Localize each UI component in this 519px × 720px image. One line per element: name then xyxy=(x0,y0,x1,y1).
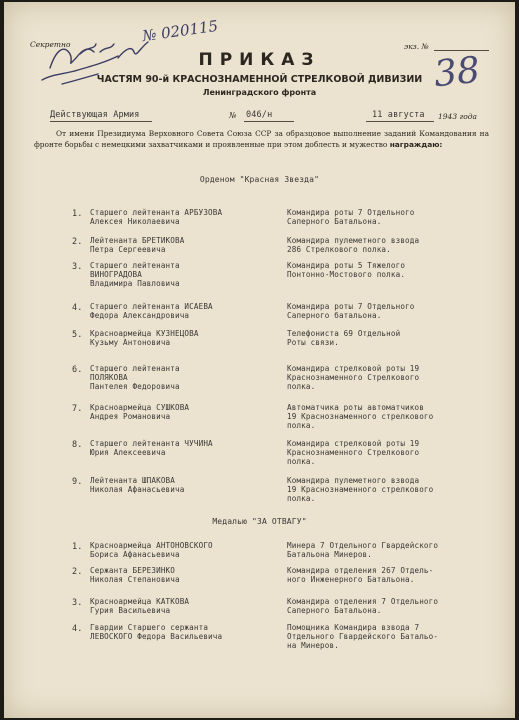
recipient-role: Командира стрелковой роты 19 Краснознаменного Стрелкового полка. xyxy=(287,364,420,391)
recipient-name: Лейтенанта БРЕТИКОВА Петра Сергеевича xyxy=(90,236,185,254)
order-date: 11 августа xyxy=(372,110,425,120)
recipient-name: Гвардии Старшего сержанта ЛЕВОСКОГО Федора Васильевича xyxy=(90,623,223,641)
recipient-role: Минера 7 Отдельного Гвардейского Батальона Минеров. xyxy=(287,541,439,559)
entry-number: 8. xyxy=(72,440,83,450)
recipient-role: Командира роты 7 Отдельного Саперного батальона. xyxy=(287,302,415,320)
recipient-name: Лейтенанта ШПАКОВА Николая Афанасьевича xyxy=(90,476,185,494)
entry-number: 6. xyxy=(72,365,83,375)
order-number-label: № xyxy=(229,111,237,120)
margin-number: 38 xyxy=(431,49,482,96)
section-heading: Медалью "ЗА ОТВАГУ" xyxy=(212,517,307,526)
entry-number: 3. xyxy=(72,262,83,272)
recipient-name: Красноармейца СУШКОВА Андрея Романовича xyxy=(90,403,190,421)
recipient-name: Красноармейца КУЗНЕЦОВА Кузьму Антоновича xyxy=(90,329,199,347)
date-underline xyxy=(366,121,434,122)
entry-number: 1. xyxy=(72,542,83,552)
document-subtitle: ЧАСТЯМ 90-й КРАСНОЗНАМЕННОЙ СТРЕЛКОВОЙ ДИВИЗИИ xyxy=(96,74,423,85)
order-underline xyxy=(244,121,294,122)
copy-number-label: экз. № xyxy=(404,42,429,51)
order-year: 1943 года xyxy=(438,112,478,121)
recipient-name: Старшего лейтенанта ВИНОГРАДОВА Владимира Павловича xyxy=(90,261,180,288)
recipient-role: Командира стрелковой роты 19 Краснознаменного Стрелкового полка. xyxy=(287,439,420,466)
preamble-emphasis: награждаю: xyxy=(389,139,443,149)
secret-label: Секретно xyxy=(30,40,71,49)
document-page xyxy=(4,2,515,718)
front-name: Ленинградского фронта xyxy=(202,88,317,97)
recipient-name: Красноармейца АНТОНОВСКОГО Бориса Афанасьевича xyxy=(90,541,213,559)
entry-number: 9. xyxy=(72,477,83,487)
recipient-role: Командира роты 7 Отдельного Саперного Батальона. xyxy=(287,208,415,226)
entry-number: 4. xyxy=(72,624,83,634)
army-underline xyxy=(50,121,152,122)
section-heading: Орденом "Красная Звезда" xyxy=(199,175,320,184)
entry-number: 7. xyxy=(72,404,83,414)
recipient-role: Командира пулеметного взвода 19 Краснознаменного стрелкового полка. xyxy=(287,476,434,503)
recipient-role: Командира отделения 7 Отдельного Саперного Батальона. xyxy=(287,597,439,615)
entry-number: 5. xyxy=(72,330,83,340)
recipient-role: Командира роты 5 Тяжелого Понтонно-Мостового полка. xyxy=(287,261,406,279)
preamble xyxy=(34,129,489,150)
recipient-name: Красноармейца КАТКОВА Гурия Васильевича xyxy=(90,597,190,615)
recipient-role: Помощника Командира взвода 7 Отдельного Гвардейского Батальо- на Минеров. xyxy=(287,623,439,650)
entry-number: 2. xyxy=(72,237,83,247)
entry-number: 3. xyxy=(72,598,83,608)
recipient-role: Телефониста 69 Отдельной Роты связи. xyxy=(287,329,401,347)
recipient-name: Старшего лейтенанта ПОЛЯКОВА Пантелея Федоровича xyxy=(90,364,180,391)
recipient-name: Старшего лейтенанта ИСАЕВА Федора Александровича xyxy=(90,302,213,320)
preamble-text: От имени Президиума Верховного Совета Союза ССР за образцовое выполнение заданий Командования на фронте борьбы с немецкими захватчиками и проявленные при этом доблесть и мужество xyxy=(34,129,489,149)
recipient-role: Командира отделения 267 Отдель- ного Инженерного Батальона. xyxy=(287,566,434,584)
recipient-name: Сержанта БЕРЕЗИНКО Николая Степановича xyxy=(90,566,180,584)
recipient-name: Старшего лейтенанта ЧУЧИНА Юрия Алексеевича xyxy=(90,439,213,457)
document-title: ПРИКАЗ xyxy=(198,50,321,70)
handwritten-note: № 020115 xyxy=(141,16,220,46)
army-field: Действующая Армия xyxy=(50,110,140,120)
recipient-role: Автоматчика роты автоматчиков 19 Краснознаменного стрелкового полка. xyxy=(287,403,434,430)
entry-number: 2. xyxy=(72,567,83,577)
entry-number: 4. xyxy=(72,303,83,313)
recipient-name: Старшего лейтенанта АРБУЗОВА Алексея Николаевича xyxy=(90,208,223,226)
order-number: 046/н xyxy=(246,110,273,120)
recipient-role: Командира пулеметного взвода 286 Стрелкового полка. xyxy=(287,236,420,254)
entry-number: 1. xyxy=(72,209,83,219)
